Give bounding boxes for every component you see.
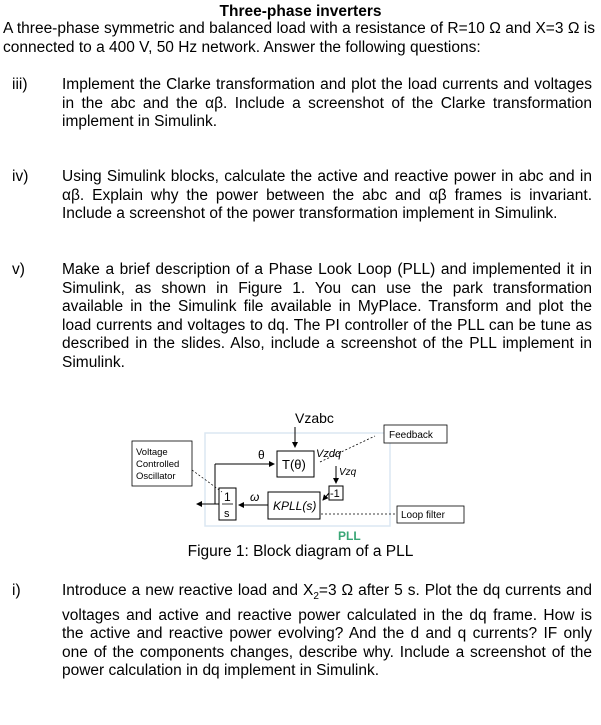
question-text-i: Introduce a new reactive load and $X_2=3$ Ω after 5 s. Plot the dq currents and voltages and active and reactive power calculated in the dq frame. How is the active and reactive power evolving? And the d and q currents? IF only one of the components changes, describe why. Include a screenshot of the power calculation in dq implement in Simulink. (62, 582, 592, 680)
theta-label: θ (258, 448, 265, 462)
question-number-iv: iv) (12, 168, 29, 185)
question-text-v: Make a brief description of a Phase Look Loop (PLL) and implemented it in Simulink, as shown in Figure 1. You can use the park transformation available in the Simulink file available in MyPlace. Transform and plot the load currents and voltages to dq. The PI controller of the PLL can be tune as described in the slides. Also, include a screenshot of the PLL implement in Simulink. (62, 261, 592, 371)
document-title: Three-phase inverters (219, 3, 382, 20)
question-text-iv: Using Simulink blocks, calculate the active and reactive power in abc and in αβ. Explain why the power between the abc and αβ frames is invariant. Include a screenshot of the power transformation implement in Simulink. (62, 168, 592, 222)
omega-label: ω (250, 490, 260, 504)
pll-block-diagram (125, 400, 475, 548)
integrator-denominator: s (224, 508, 230, 520)
vco-label-line3: Oscillator (136, 471, 176, 482)
feedback-label: Feedback (389, 430, 433, 441)
question-number-i: i) (12, 582, 21, 599)
vzq-label: Vzq (339, 467, 357, 478)
question-number-v: v) (12, 261, 25, 278)
vco-label-line1: Voltage (136, 447, 168, 458)
gain-label: -1 (330, 488, 340, 500)
intro-paragraph: A three-phase symmetric and balanced load with a resistance of R=10 Ω and X=3 Ω is connected to a 400 V, 50 Hz network. Answer the following questions: (3, 20, 595, 56)
transform-label: T(θ) (282, 457, 306, 472)
loop-filter-label: Loop filter (401, 510, 445, 521)
controller-label: KPLL(s) (273, 499, 317, 513)
pll-label: PLL (338, 529, 361, 543)
vzdq-label: Vzdq (316, 448, 342, 460)
vco-label-line2: Controlled (136, 459, 180, 470)
figure-caption: Figure 1: Block diagram of a PLL (187, 543, 414, 560)
question-text-iii: Implement the Clarke transformation and plot the load currents and voltages in the abc and the αβ. Include a screenshot of the Clarke transformation implement in Simulink. (62, 76, 592, 130)
vco-leader (192, 470, 222, 492)
question-number-iii: iii) (12, 76, 28, 93)
vzabc-label: Vzabc (295, 410, 334, 426)
gain-to-controller (323, 493, 329, 500)
integrator-numerator: 1 (224, 490, 231, 504)
